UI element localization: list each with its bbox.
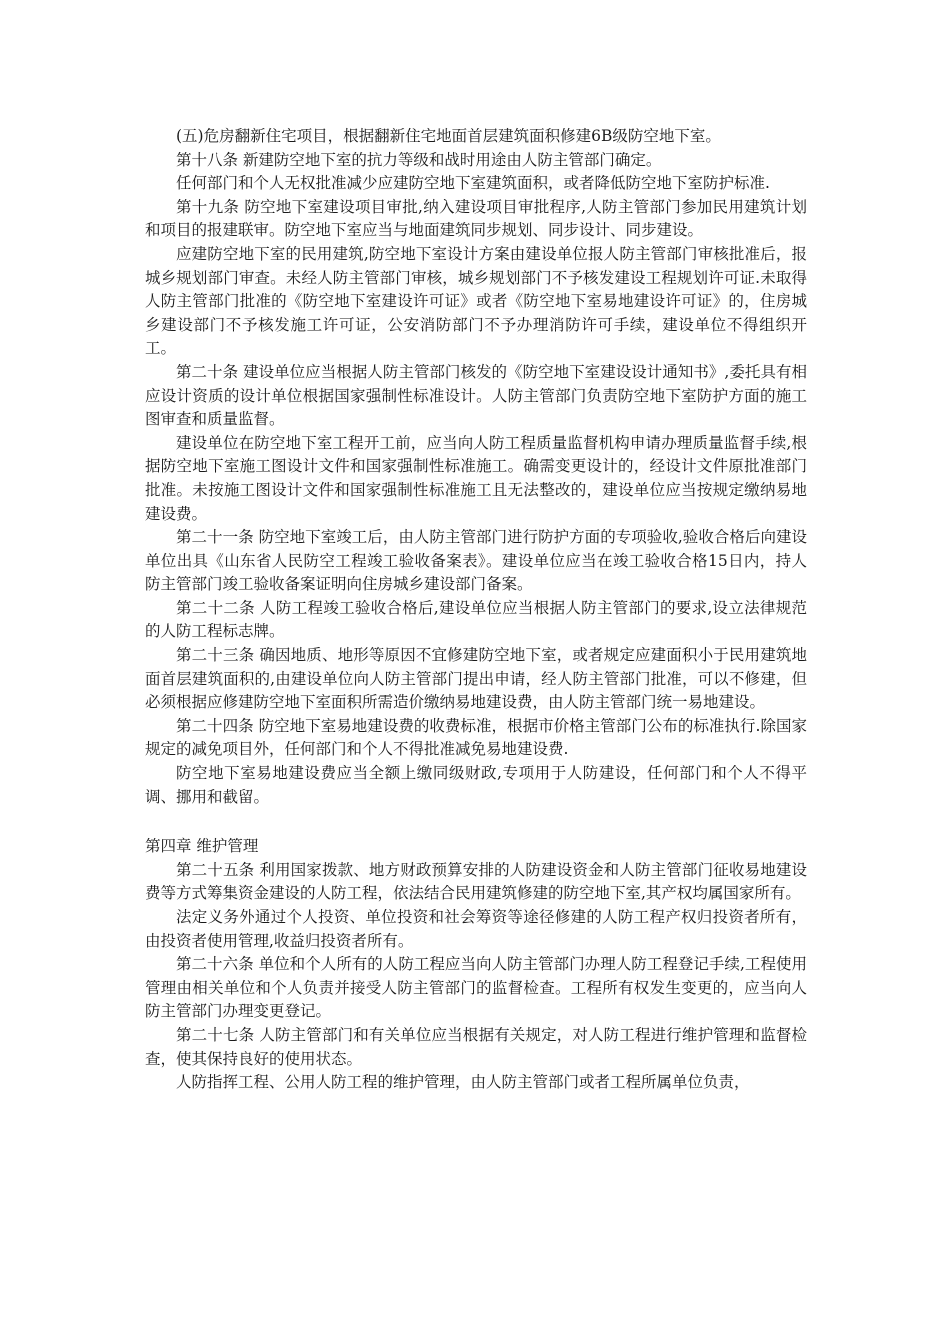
article-19-clause-2: 应建防空地下室的民用建筑,防空地下室设计方案由建设单位报人防主管部门审核批准后，报城乡规划部门审查。未经人防主管部门审核，城乡规划部门不予核发建设工程规划许可证.未取得人防主管部门批准的《防空地下室建设许可证》或者《防空地下室易地建设许可证》的，住房城乡建设部门不予核发施工许可证，公安消防部门不予办理消防许可手续，建设单位不得组织开工。 (145, 244, 807, 358)
article-21: 第二十一条 防空地下室竣工后，由人防主管部门进行防护方面的专项验收,验收合格后向建设单位出具《山东省人民防空工程竣工验收备案表》。建设单位应当在竣工验收合格15日内，持人防主管部门竣工验收备案证明向住房城乡建设部门备案。 (145, 528, 807, 594)
article-25-clause-2: 法定义务外通过个人投资、单位投资和社会筹资等途径修建的人防工程产权归投资者所有，由投资者使用管理,收益归投资者所有。 (145, 908, 807, 950)
article-24-clause-2: 防空地下室易地建设费应当全额上缴同级财政,专项用于人防建设，任何部门和个人不得平调、挪用和截留。 (145, 764, 807, 806)
article-27-clause-2: 人防指挥工程、公用人防工程的维护管理，由人防主管部门或者工程所属单位负责， (176, 1073, 750, 1092)
article-27: 第二十七条 人防主管部门和有关单位应当根据有关规定，对人防工程进行维护管理和监督检查，使其保持良好的使用状态。 (145, 1025, 807, 1068)
article-18-clause-2: 任何部门和个人无权批准减少应建防空地下室建筑面积，或者降低防空地下室防护标准. (176, 174, 770, 193)
article-20-clause-2: 建设单位在防空地下室工程开工前，应当向人防工程质量监督机构申请办理质量监督手续,根据防空地下室施工图设计文件和国家强制性标准施工。确需变更设计的，经设计文件原批准部门批准。未按施工图设计文件和国家强制性标准施工且无法整改的，建设单位应当按规定缴纳易地建设费。 (145, 433, 807, 523)
article-19: 第十九条 防空地下室建设项目审批,纳入建设项目审批程序,人防主管部门参加民用建筑计划和项目的报建联审。防空地下室应当与地面建筑同步规划、同步设计、同步建设。 (145, 197, 807, 240)
chapter-heading: 第四章 维护管理 (145, 837, 259, 856)
paragraph-item-5: (五)危房翻新住宅项目，根据翻新住宅地面首层建筑面积修建6B级防空地下室。 (176, 127, 721, 145)
document-body (145, 125, 807, 1095)
article-25: 第二十五条 利用国家拨款、地方财政预算安排的人防建设资金和人防主管部门征收易地建设费等方式筹集资金建设的人防工程，依法结合民用建筑修建的防空地下室,其产权均属国家所有。 (145, 860, 807, 903)
article-18: 第十八条 新建防空地下室的抗力等级和战时用途由人防主管部门确定。 (176, 150, 662, 169)
article-26: 第二十六条 单位和个人所有的人防工程应当向人防主管部门办理人防工程登记手续,工程使用管理由相关单位和个人负责并接受人防主管部门的监督检查。工程所有权发生变更的，应当向人防主管部门办理变更登记。 (145, 955, 807, 1021)
article-23: 第二十三条 确因地质、地形等原因不宜修建防空地下室，或者规定应建面积小于民用建筑地面首层建筑面积的,由建设单位向人防主管部门提出申请，经人防主管部门批准，可以不修建，但必须根据应修建防空地下室面积所需造价缴纳易地建设费，由人防主管部门统一易地建设。 (145, 646, 807, 712)
article-24: 第二十四条 防空地下室易地建设费的收费标准，根据市价格主管部门公布的标准执行.除国家规定的减免项目外，任何部门和个人不得批准减免易地建设费. (145, 716, 807, 759)
article-22: 第二十二条 人防工程竣工验收合格后,建设单位应当根据人防主管部门的要求,设立法律规范的人防工程标志牌。 (145, 598, 807, 641)
article-20: 第二十条 建设单位应当根据人防主管部门核发的《防空地下室建设设计通知书》,委托具有相应设计资质的设计单位根据国家强制性标准设计。人防主管部门负责防空地下室防护方面的施工图审查和质量监督。 (145, 362, 807, 429)
